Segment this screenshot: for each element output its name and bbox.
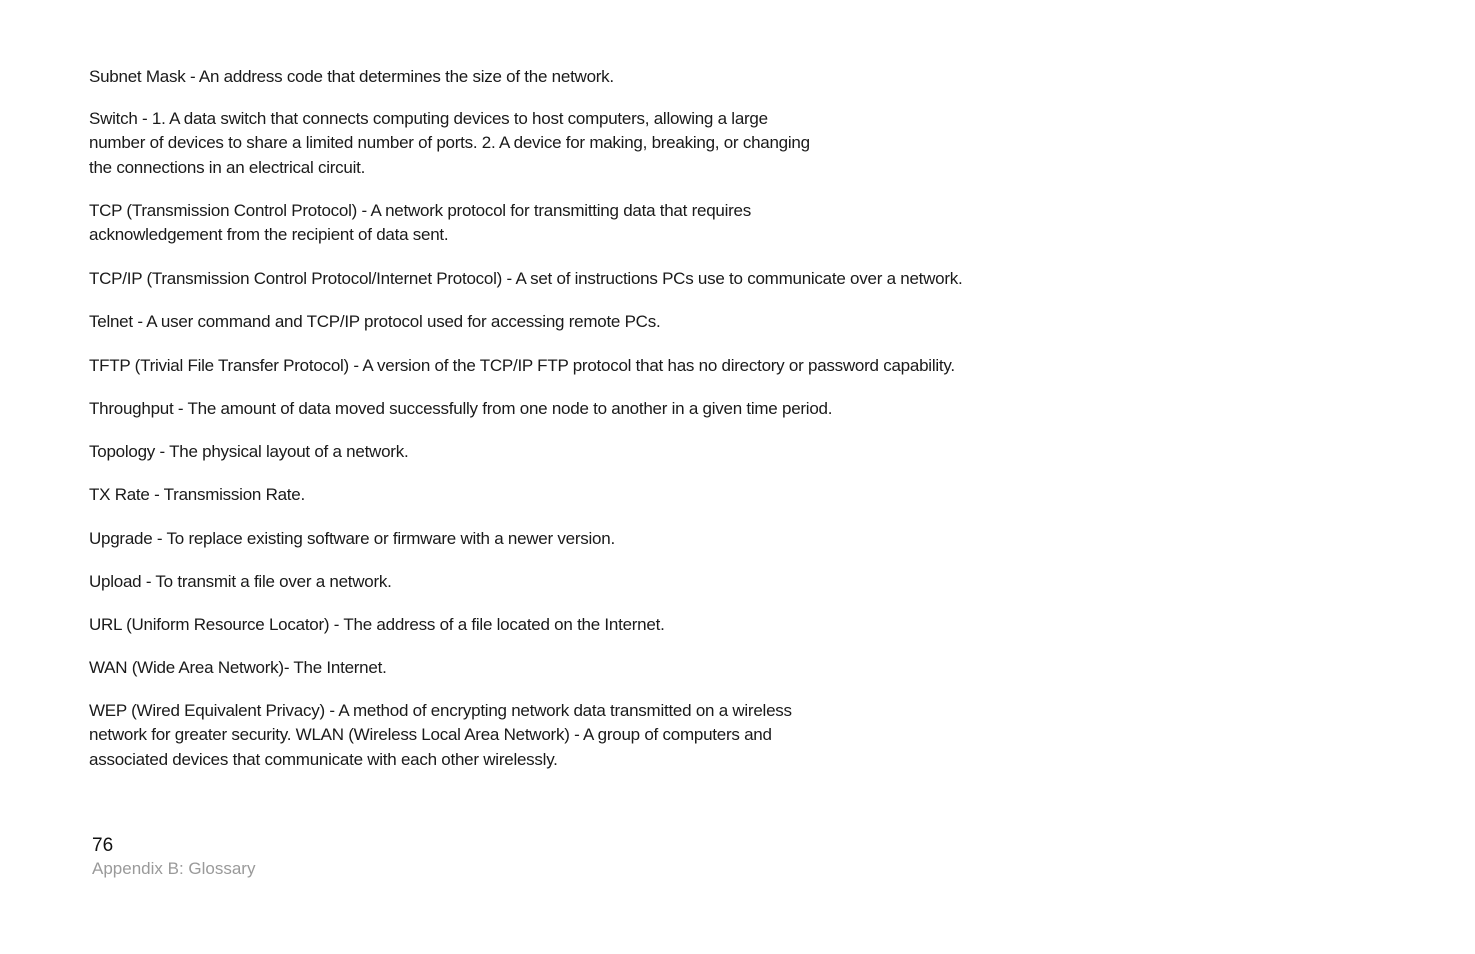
entry-switch: Switch - 1. A data switch that connects computing devices to host computers, allowing a large number of devices to share a limited number of ports. 2. A device for making, breaking, or changing the connections in an electrical circuit. [89,109,810,177]
entry-tx-rate: TX Rate - Transmission Rate. [89,485,305,504]
entry-subnet-mask: Subnet Mask - An address code that determines the size of the network. [89,67,614,86]
entry-tcp-ip: TCP/IP (Transmission Control Protocol/Internet Protocol) - A set of instructions PCs use to communicate over a network. [89,269,963,288]
entry-tcp: TCP (Transmission Control Protocol) - A network protocol for transmitting data that requires acknowledgement from the recipient of data sent. [89,201,751,245]
page-number: 76 [92,835,114,856]
entry-tftp: TFTP (Trivial File Transfer Protocol) - A version of the TCP/IP FTP protocol that has no directory or password capability. [89,356,955,375]
entry-upload: Upload - To transmit a file over a network. [89,572,392,591]
entry-throughput: Throughput - The amount of data moved successfully from one node to another in a given time period. [89,399,833,418]
page-footer [92,834,255,880]
entry-upgrade: Upgrade - To replace existing software or firmware with a newer version. [89,529,615,548]
section-name: Appendix B: Glossary [92,859,256,878]
entry-url: URL (Uniform Resource Locator) - The address of a file located on the Internet. [89,615,665,634]
entry-wan: WAN (Wide Area Network)- The Internet. [89,658,387,677]
entry-topology: Topology - The physical layout of a network. [89,442,409,461]
entry-wep: WEP (Wired Equivalent Privacy) - A method of encrypting network data transmitted on a wireless network for greater security. WLAN (Wireless Local Area Network) - A group of computers and associated devices that communicate with each other wirelessly. [89,701,792,769]
entry-telnet: Telnet - A user command and TCP/IP protocol used for accessing remote PCs. [89,312,661,331]
